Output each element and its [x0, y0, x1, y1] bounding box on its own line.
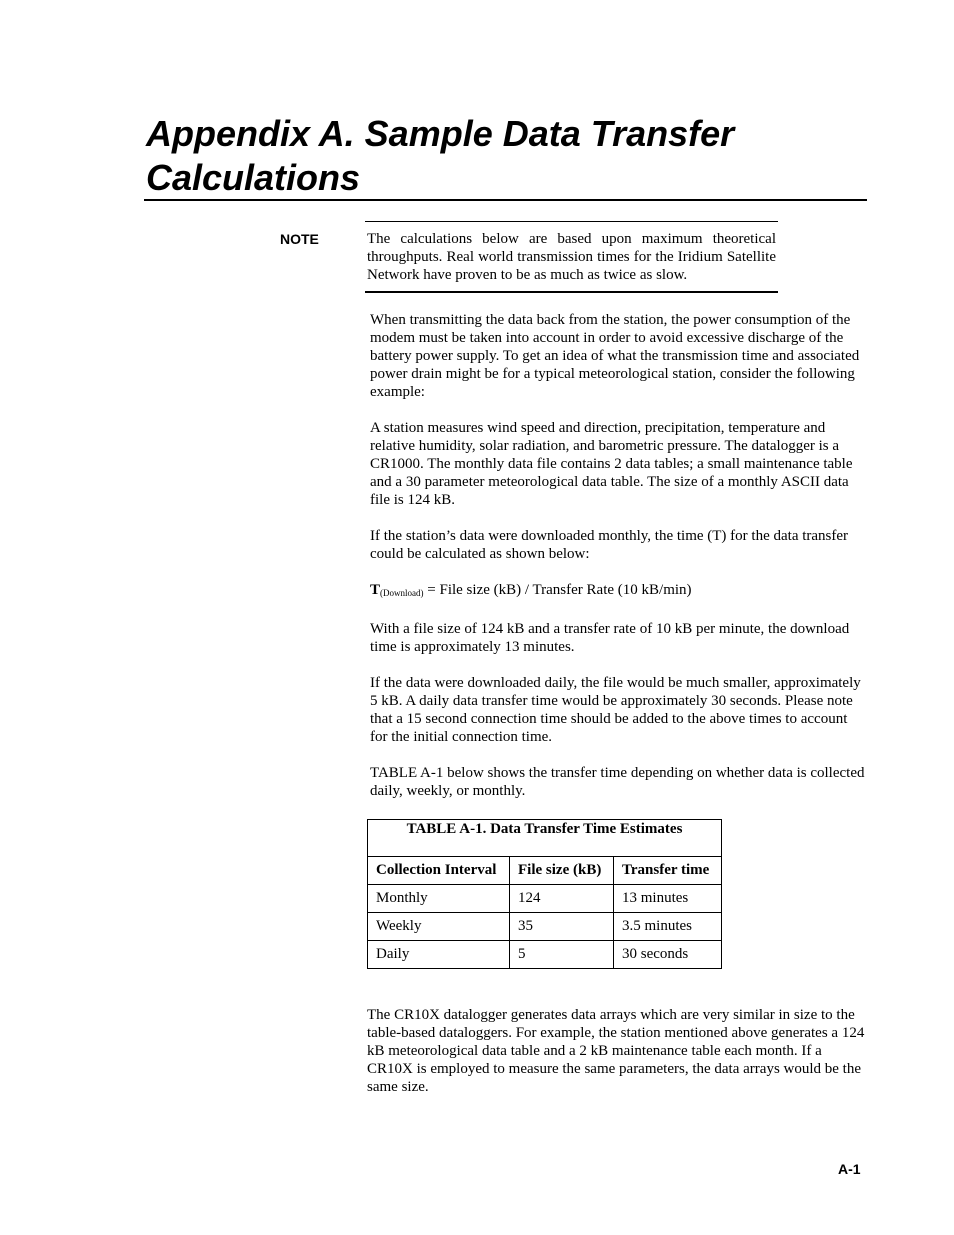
table-cell: 30 seconds [614, 941, 722, 969]
table-cell: 13 minutes [614, 885, 722, 913]
table-caption-row [368, 820, 722, 857]
transfer-time-table [367, 819, 722, 969]
table-cell: Weekly [368, 913, 510, 941]
table-cell: Monthly [368, 885, 510, 913]
body-text [370, 311, 866, 818]
table-cell: Daily [368, 941, 510, 969]
note-box [365, 221, 778, 293]
table-row [368, 885, 722, 913]
formula-expression: = File size (kB) / Transfer Rate (10 kB/min) [423, 582, 692, 598]
table-cell: 124 [510, 885, 614, 913]
table-caption: TABLE A-1. Data Transfer Time Estimates [368, 820, 722, 857]
paragraph-daily: If the data were downloaded daily, the file would be much smaller, approximately 5 kB. A daily data transfer time would be approximately 30 seconds. Please note that a 15 second connection time should be added to the above times to account for the initial connection time. [370, 675, 861, 745]
table-row [368, 941, 722, 969]
formula-subscript: (Download) [380, 588, 424, 598]
table-cell: 35 [510, 913, 614, 941]
page-number: A-1 [838, 1161, 861, 1177]
note-text: The calculations below are based upon maximum theoretical throughputs. Real world transmission times for the Iridium Satellite Network have proven to be as much as twice as slow. [367, 231, 776, 283]
paragraph-download-monthly: If the station’s data were downloaded monthly, the time (T) for the data transfer could be calculated as shown below: [370, 528, 849, 562]
paragraph-table-intro: TABLE A-1 below shows the transfer time depending on whether data is collected daily, weekly, or monthly. [370, 765, 865, 799]
table-header-cell: Collection Interval [368, 857, 510, 885]
table-header-cell: File size (kB) [510, 857, 614, 885]
page-title-line-2: Calculations [146, 157, 361, 198]
formula [370, 581, 866, 602]
table-header-cell: Transfer time [614, 857, 722, 885]
paragraph-cr10x: The CR10X datalogger generates data arrays which are very similar in size to the table-based dataloggers. For example, the station mentioned above generates a 124 kB meteorological data table and a 2 kB maintenance table each month. If a CR10X is employed to measure the same parameters, the data arrays would be the same size. [367, 1007, 865, 1095]
paragraph-intro: When transmitting the data back from the station, the power consumption of the modem must be taken into account in order to avoid excessive discharge of the battery power supply. To get an idea of what the transmission time and associated power drain might be for a typical meteorological station, consider the following example: [370, 312, 860, 400]
title-divider [144, 199, 867, 201]
page-title [146, 112, 866, 200]
table-row [368, 913, 722, 941]
formula-symbol: T [370, 582, 381, 598]
page-title-line-1: Appendix A. Sample Data Transfer [146, 113, 735, 154]
table-cell: 3.5 minutes [614, 913, 722, 941]
table-cell: 5 [510, 941, 614, 969]
transfer-time-table-wrapper [367, 819, 722, 969]
paragraph-station: A station measures wind speed and direction, precipitation, temperature and relative humidity, solar radiation, and barometric pressure. The datalogger is a CR1000. The monthly data file contains 2 data tables; a small maintenance table and a 30 parameter meteorological data table. The size of a monthly ASCII data file is 124 kB. [370, 420, 853, 508]
note-label: NOTE [280, 231, 319, 247]
paragraph-download-time: With a file size of 124 kB and a transfer rate of 10 kB per minute, the download time is approximately 13 minutes. [370, 621, 850, 655]
table-header-row [368, 857, 722, 885]
